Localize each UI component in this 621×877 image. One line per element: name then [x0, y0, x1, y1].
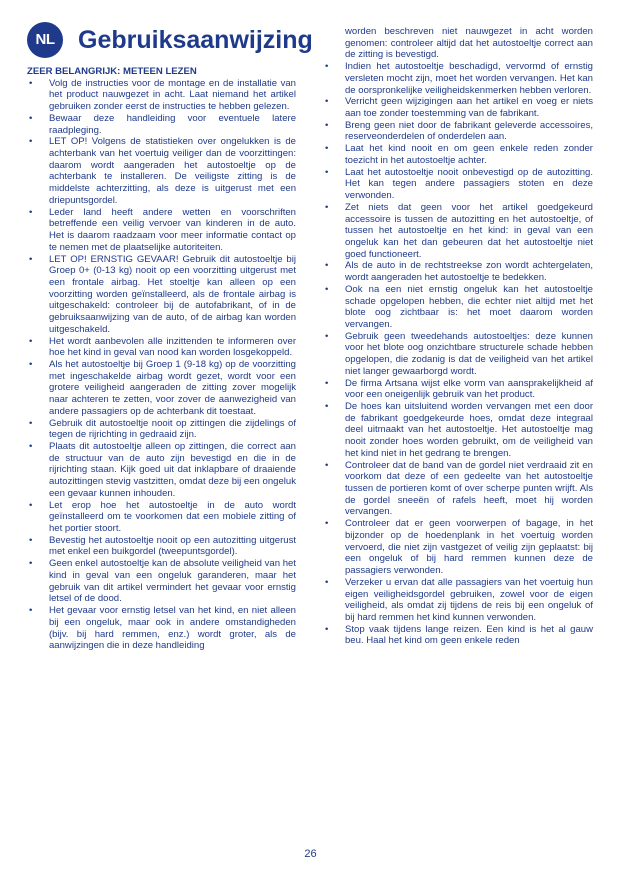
list-item: • Stop vaak tijdens lange reizen. Een kind is het al gauw beu. Haal het kind om geen enkele reden: [323, 624, 593, 647]
list-item: • Ook na een niet ernstig ongeluk kan het autostoeltje schade opgelopen hebben, die echter niet altijd met het blote oog zichtbaar is: het moet daarom worden vervangen.: [323, 284, 593, 331]
list-item: • Bewaar deze handleiding voor eventuele latere raadpleging.: [27, 113, 296, 136]
list-item: • Breng geen niet door de fabrikant geleverde accessoires, reserveonderdelen of onderdelen aan.: [323, 120, 593, 143]
list-item: • Verricht geen wijzigingen aan het artikel en voeg er niets aan toe zonder toestemming van de fabrikant.: [323, 96, 593, 119]
page-title: Gebruiksaanwijzing: [78, 26, 313, 54]
list-item: • Volg de instructies voor de montage en de installatie van het product nauwgezet in acht. Laat niemand het artikel gebruiken zonder eerst de instructies te hebben gelezen.: [27, 78, 296, 113]
list-item: • Het gevaar voor ernstig letsel van het kind, en niet alleen bij een ongeluk, maar ook in andere omstandigheden (bijv. bij hard remmen, enz.) wordt groter, als de aanwijzingen die in deze handleiding: [27, 605, 296, 652]
list-item: • Het wordt aanbevolen alle inzittenden te informeren over hoe het kind in geval van nood kan worden losgekoppeld.: [27, 336, 296, 359]
list-item: • Controleer dat de band van de gordel niet verdraaid zit en voorkom dat deze of een gedeelte van het autostoeltje tussen de portieren komt of over scherpe punten wrijft. Als de gordel sneeën of rafels heeft, moet hij worden vervangen.: [323, 460, 593, 519]
warning-heading: ZEER BELANGRIJK: METEEN LEZEN: [27, 66, 197, 77]
list-item: • Gebruik geen tweedehands autostoeltjes: deze kunnen voor het blote oog onzichtbare structurele schade hebben opgelopen, die zodanig is dat de veiligheid van het artikel niet langer gewaarborgd wordt.: [323, 331, 593, 378]
list-item: • Controleer dat er geen voorwerpen of bagage, in het bijzonder op de hoedenplank in het voertuig worden vervoerd, die niet zijn vastgezet of veilig zijn geplaatst: bij een ongeluk of bij hard remmen kunnen deze de passagiers verwonden.: [323, 518, 593, 577]
list-item: • LET OP! ERNSTIG GEVAAR! Gebruik dit autostoeltje bij Groep 0+ (0-13 kg) nooit op een voorzitting uitgerust met een frontale airbag. Het stoeltje kan alleen op een voorzitting worden geïnstalleerd, als de frontale airbag is uitgeschakeld: controleer bij de autofabrikant, of in de gebruiksaanwijzing van de auto, of de airbag kan worden uitgeschakeld.: [27, 254, 296, 336]
right-bullet-list: [323, 26, 593, 647]
list-item: • Geen enkel autostoeltje kan de absolute veiligheid van het kind in geval van een ongeluk garanderen, maar het gebruik van dit artikel vermindert het gevaar voor ernstig letsel of de dood.: [27, 558, 296, 605]
list-item: • Als het autostoeltje bij Groep 1 (9-18 kg) op de voorzitting met ingeschakelde airbag wordt gezet, wordt voor een grotere veiligheid aangeraden de zitting zover mogelijk naar achteren te zetten, voor zover de aanwezigheid van andere passagiers op de achterbank dit toestaat.: [27, 359, 296, 418]
list-item: • Laat het kind nooit en om geen enkele reden zonder toezicht in het autostoeltje achter.: [323, 143, 593, 166]
list-item: • Leder land heeft andere wetten en voorschriften betreffende een veilig vervoer van kinderen in de auto. Het is daarom raadzaam voor meer informatie contact op te nemen met de plaatselijke autoriteiten.: [27, 207, 296, 254]
page-number: 26: [304, 848, 317, 860]
list-item: • Plaats dit autostoeltje alleen op zittingen, die correct aan de structuur van de auto zijn bevestigd en die in de rijrichting staan. Kijk goed uit dat inklapbare of draaiende autozittingen stevig vastzitten, omdat deze bij een ongeluk een gevaar kunnen inhouden.: [27, 441, 296, 500]
continued-item-text: worden beschreven niet nauwgezet in acht worden genomen: controleer altijd dat het autostoeltje correct aan de zitting is bevestigd.: [345, 26, 593, 61]
list-item: • Verzeker u ervan dat alle passagiers van het voertuig hun eigen veiligheidsgordel gebruiken, zowel voor de eigen veiligheid, als omdat zij tijdens de reis bij een ongeluk of bij hard remmen het kind kunnen verwonden.: [323, 577, 593, 624]
left-column: [27, 66, 296, 652]
list-item: • Bevestig het autostoeltje nooit op een autozitting uitgerust met enkel een buikgordel (tweepuntsgordel).: [27, 535, 296, 558]
list-item: • Zet niets dat geen voor het artikel goedgekeurd accessoire is tussen de autozitting en het autostoeltje, of tussen het autostoeltje en het kind: in geval van een ongeluk kan het dan gebeuren dat het autostoeltje niet goed functioneert.: [323, 202, 593, 261]
list-item: • De hoes kan uitsluitend worden vervangen met een door de fabrikant goedgekeurde hoes, omdat deze integraal deel uitmaakt van het autostoeltje. Het autostoeltje mag nooit zonder hoes worden gebruikt, om de veiligheid van het kind niet in het gedrang te brengen.: [323, 401, 593, 460]
list-item: • Gebruik dit autostoeltje nooit op zittingen die zijdelings of tegen de rijrichting in gedraaid zijn.: [27, 418, 296, 441]
list-item: • Let erop hoe het autostoeltje in de auto wordt geïnstalleerd om te voorkomen dat een mobiele zitting of het portier stoort.: [27, 500, 296, 535]
list-item: • De firma Artsana wijst elke vorm van aansprakelijkheid af voor een oneigenlijk gebruik van het product.: [323, 378, 593, 401]
right-column: [323, 26, 593, 647]
language-badge: NL: [27, 22, 63, 58]
list-item: • LET OP! Volgens de statistieken over ongelukken is de achterbank van het voertuig veiliger dan de voorzittingen: daarom wordt aangeraden het autostoeltje op de achterbank te installeren. De veiligste zitting is de middelste achterzitting, als deze is uitgerust met een driepuntsgordel.: [27, 136, 296, 206]
list-item: • Als de auto in de rechtstreekse zon wordt achtergelaten, wordt aangeraden het autostoeltje te bedekken.: [323, 260, 593, 283]
left-bullet-list: [27, 78, 296, 652]
list-item: • Indien het autostoeltje beschadigd, vervormd of ernstig versleten mocht zijn, moet het worden vervangen. Het kan de oorspronkelijke veiligheidskenmerken hebben verloren.: [323, 61, 593, 96]
list-item: • Laat het autostoeltje nooit onbevestigd op de autozitting. Het kan tegen andere passagiers stoten en deze verwonden.: [323, 167, 593, 202]
